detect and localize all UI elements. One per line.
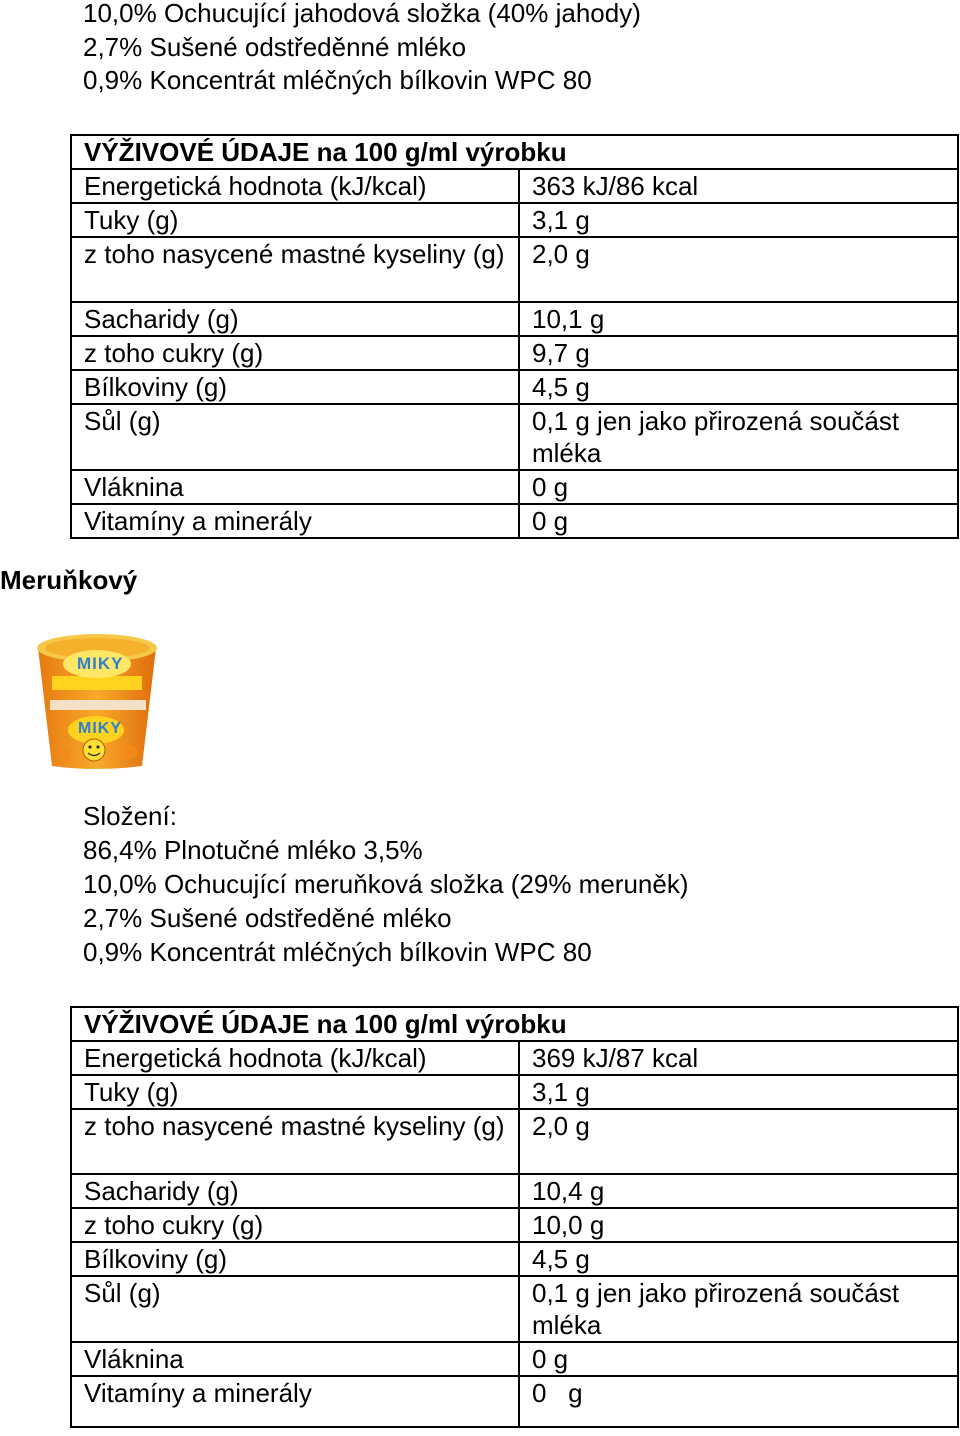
nutrition-row	[71, 504, 958, 538]
nutrition-row	[71, 169, 958, 203]
ingredient-line: 10,0% Ochucující meruňková složka (29% meruněk)	[83, 869, 689, 899]
nutrition-row	[71, 203, 958, 237]
nutrient-label: Vláknina	[71, 470, 519, 504]
nutrition-row	[71, 1109, 958, 1174]
nutrient-value: 2,0 g	[519, 237, 958, 302]
nutrition-row	[71, 1041, 958, 1075]
nutrition-row	[71, 404, 958, 470]
nutrient-value: 4,5 g	[519, 1242, 958, 1276]
nutrition-table	[70, 134, 959, 539]
nutrition-row	[71, 1342, 958, 1376]
nutrient-value: 0 g	[519, 1376, 958, 1427]
nutrient-label: Vitamíny a minerály	[71, 504, 519, 538]
nutrition-row	[71, 302, 958, 336]
nutrient-label: Energetická hodnota (kJ/kcal)	[71, 1041, 519, 1075]
yogurt-cup-illustration	[32, 626, 162, 772]
ingredient-line: 2,7% Sušené odstředěné mléko	[83, 903, 452, 933]
nutrient-label: Tuky (g)	[71, 1075, 519, 1109]
logo-text: MIKY	[77, 654, 124, 673]
ingredient-line: 0,9% Koncentrát mléčných bílkovin WPC 80	[83, 65, 592, 95]
nutrition-row	[71, 1208, 958, 1242]
nutrition-title-row	[71, 1007, 958, 1041]
nutrient-value: 4,5 g	[519, 370, 958, 404]
nutrient-label: Bílkoviny (g)	[71, 1242, 519, 1276]
nutrient-value: 9,7 g	[519, 336, 958, 370]
nutrient-value: 10,0 g	[519, 1208, 958, 1242]
ingredient-line: 2,7% Sušené odstředěnné mléko	[83, 32, 467, 62]
nutrient-value: 0,1 g jen jako přirozená součást mléka	[519, 1276, 958, 1342]
nutrient-label: z toho cukry (g)	[71, 336, 519, 370]
nutrition-table	[70, 1006, 959, 1428]
nutrition-row	[71, 370, 958, 404]
nutrient-value: 0,1 g jen jako přirozená součást mléka	[519, 404, 958, 470]
nutrition-row	[71, 1075, 958, 1109]
nutrient-label: Sacharidy (g)	[71, 302, 519, 336]
product-heading: Meruňkový	[0, 565, 138, 595]
nutrition-row	[71, 470, 958, 504]
nutrient-value: 369 kJ/87 kcal	[519, 1041, 958, 1075]
nutrient-label: Bílkoviny (g)	[71, 370, 519, 404]
nutrient-label: z toho nasycené mastné kyseliny (g)	[71, 237, 519, 302]
nutrition-title: VÝŽIVOVÉ ÚDAJE na 100 g/ml výrobku	[71, 135, 958, 169]
nutrition-title: VÝŽIVOVÉ ÚDAJE na 100 g/ml výrobku	[71, 1007, 958, 1041]
nutrient-label: Vláknina	[71, 1342, 519, 1376]
nutrition-row	[71, 1276, 958, 1342]
nutrient-value: 363 kJ/86 kcal	[519, 169, 958, 203]
nutrient-label: Sůl (g)	[71, 404, 519, 470]
ingredient-line: 10,0% Ochucující jahodová složka (40% jahody)	[83, 0, 641, 28]
nutrient-label: Vitamíny a minerály	[71, 1376, 519, 1427]
ingredient-line: 0,9% Koncentrát mléčných bílkovin WPC 80	[83, 937, 592, 967]
nutrient-value: 10,4 g	[519, 1174, 958, 1208]
nutrient-label: Energetická hodnota (kJ/kcal)	[71, 169, 519, 203]
nutrient-label: Sůl (g)	[71, 1276, 519, 1342]
nutrient-value: 3,1 g	[519, 1075, 958, 1109]
product-image	[32, 626, 162, 772]
nutrition-row	[71, 1376, 958, 1427]
nutrient-value: 2,0 g	[519, 1109, 958, 1174]
nutrient-value: 3,1 g	[519, 203, 958, 237]
nutrient-value: 10,1 g	[519, 302, 958, 336]
nutrient-value: 0 g	[519, 470, 958, 504]
nutrient-label: Tuky (g)	[71, 203, 519, 237]
nutrition-row	[71, 336, 958, 370]
ingredient-line: 86,4% Plnotučné mléko 3,5%	[83, 835, 423, 865]
logo-text: MIKY	[78, 720, 122, 737]
nutrient-label: z toho nasycené mastné kyseliny (g)	[71, 1109, 519, 1174]
composition-label: Složení:	[83, 801, 177, 831]
nutrition-row	[71, 237, 958, 302]
nutrient-value: 0 g	[519, 504, 958, 538]
nutrition-row	[71, 1174, 958, 1208]
nutrition-row	[71, 1242, 958, 1276]
nutrition-title-row	[71, 135, 958, 169]
nutrient-value: 0 g	[519, 1342, 958, 1376]
nutrient-label: Sacharidy (g)	[71, 1174, 519, 1208]
nutrient-label: z toho cukry (g)	[71, 1208, 519, 1242]
